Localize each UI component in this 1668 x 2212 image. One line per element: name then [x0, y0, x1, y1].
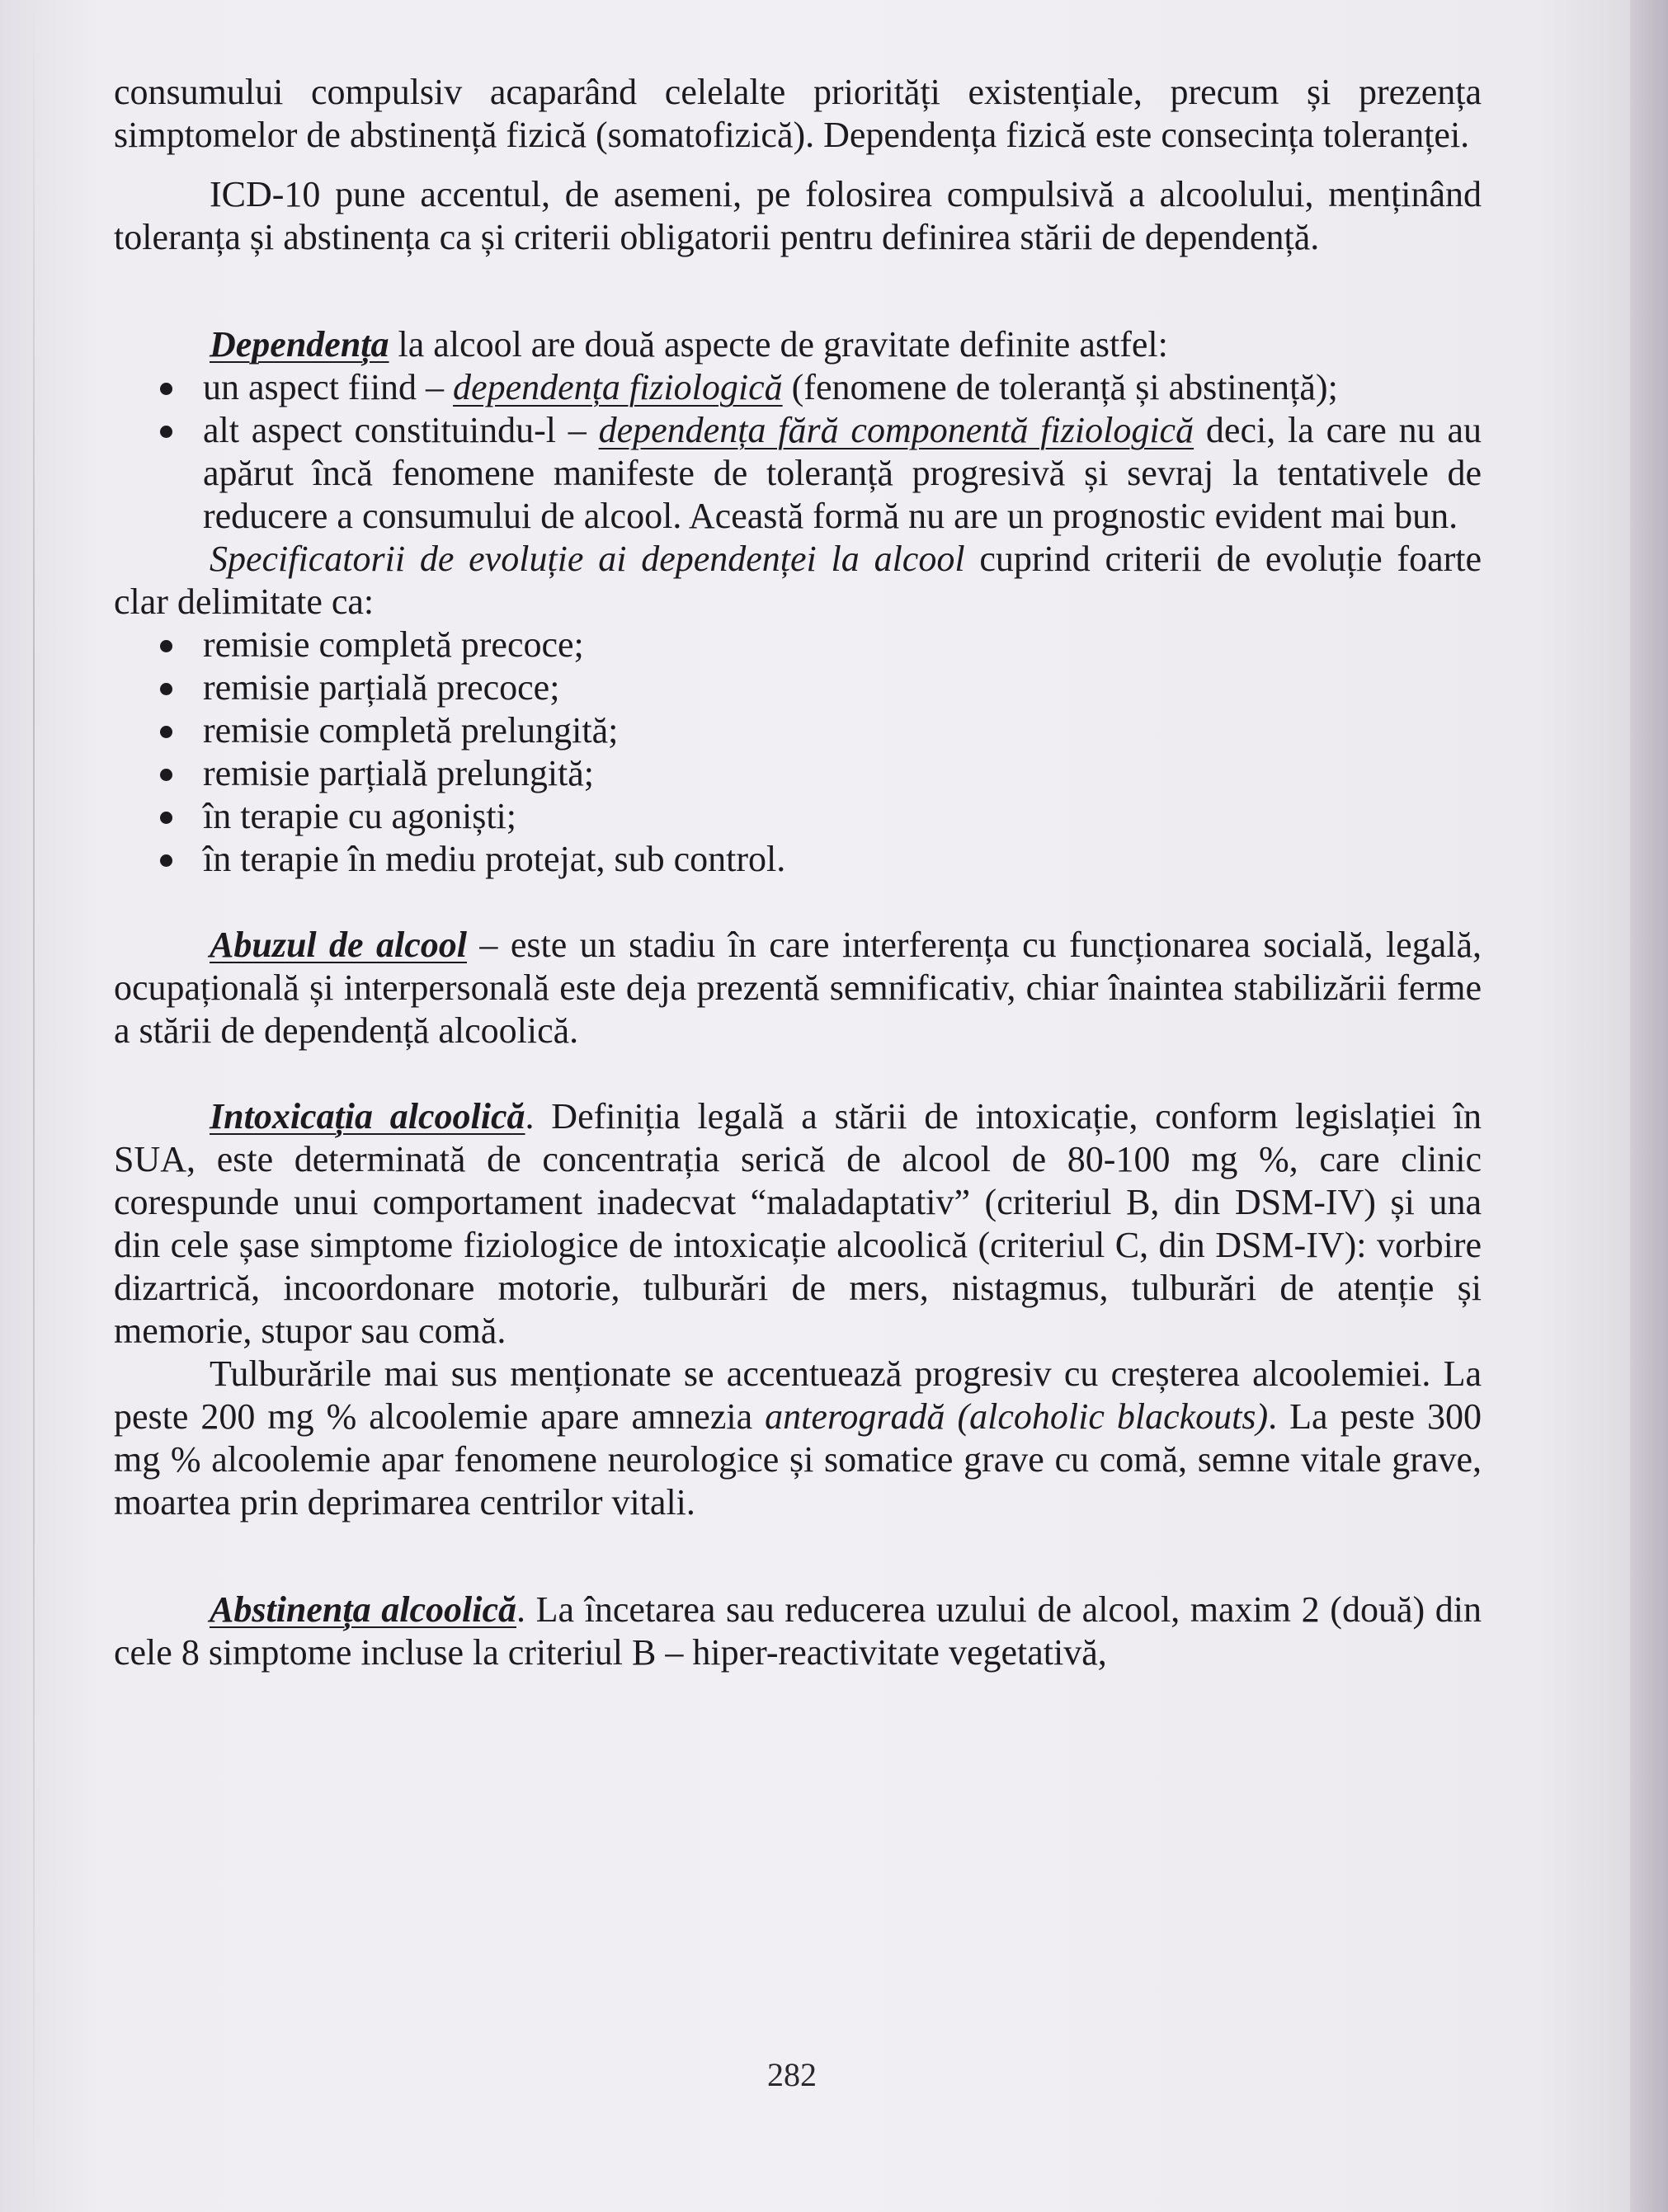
- list-item: în terapie cu agoniști;: [114, 795, 1482, 838]
- list-item: în terapie în mediu protejat, sub control.: [114, 838, 1482, 881]
- specifiers-list: [114, 624, 1482, 881]
- term-non-physiological-dependence: dependența fără componentă fiziologică: [598, 410, 1194, 450]
- list-item: alt aspect constituindu-l – dependența fără componentă fiziologică deci, la care nu au apărut încă fenomene manifeste de toleranță progresivă și sevraj la tentativele de reducere a consumului de alcool. Această formă nu are un prognostic evident mai bun.: [114, 409, 1482, 538]
- term-intoxication: Intoxicația alcoolică: [210, 1096, 525, 1137]
- dependence-aspects-list: [114, 366, 1482, 538]
- list-item: remisie completă precoce;: [114, 624, 1482, 666]
- list-item: remisie parțială prelungită;: [114, 752, 1482, 795]
- list-item: remisie parțială precoce;: [114, 666, 1482, 709]
- list-item: remisie completă prelungită;: [114, 709, 1482, 752]
- paragraph-withdrawal: Abstinența alcoolică. La încetarea sau reducerea uzului de alcool, maxim 2 (două) din cele 8 simptome incluse la criteriul B – hiper-reactivitate vegetativă,: [114, 1589, 1482, 1673]
- term-anterograde-amnesia: anterogradă (alcoholic blackouts): [765, 1396, 1269, 1437]
- paragraph-alcohol-abuse: Abuzul de alcool – este un stadiu în care interferența cu funcționarea socială, legală, ocupațională și interpersonală este deja prezentă semnificativ, chiar înaintea stabilizării ferme a stării de dependență alcoolică.: [114, 925, 1482, 1051]
- term-dependence: Dependența: [210, 324, 389, 365]
- paragraph-specifiers: Specificatorii de evoluție ai dependenței la alcool cuprind criterii de evoluție foarte clar delimitate ca:: [114, 539, 1482, 622]
- paragraph-compulsive-use: consumului compulsiv acaparând celelalte priorități existențiale, precum și prezența simptomelor de abstinență fizică (somatofizică). Dependența fizică este consecința toleranței.: [114, 72, 1482, 155]
- book-binding-edge: [1630, 0, 1668, 2212]
- term-specifiers: Specificatorii de evoluție ai dependenței la alcool: [210, 539, 965, 579]
- page-fold-line: [33, 0, 35, 2212]
- list-item: un aspect fiind – dependența fiziologică (fenomene de toleranță și abstinență);: [114, 366, 1482, 409]
- paragraph-dependence: [114, 323, 1482, 366]
- term-physiological-dependence: dependența fiziologică: [453, 367, 783, 407]
- term-alcohol-abuse: Abuzul de alcool: [210, 925, 467, 965]
- paragraph-icd10: ICD-10 pune accentul, de asemeni, pe folosirea compulsivă a alcoolului, menținând toleranța și abstinența ca și criterii obligatorii pentru definirea stării de dependență.: [114, 174, 1482, 257]
- term-withdrawal: Abstinența alcoolică: [210, 1589, 516, 1630]
- page-number: 282: [767, 2056, 817, 2093]
- paragraph-alcoholemia: Tulburările mai sus menționate se accentuează progresiv cu creșterea alcoolemiei. La peste 200 mg % alcoolemie apare amnezia anterogradă (alcoholic blackouts). La peste 300 mg % alcoolemie apar fenomene neurologice și somatice grave cu comă, semne vitale grave, moartea prin deprimarea centrilor vitali.: [114, 1353, 1482, 1523]
- paragraph-intoxication: Intoxicația alcoolică. Definiția legală a stării de intoxicație, conform legislației în SUA, este determinată de concentrația serică de alcool de 80-100 mg %, care clinic corespunde unui comportament inadecvat “maladaptativ” (criteriul B, din DSM-IV) și una din cele șase simptome fiziologice de intoxicație alcoolică (criteriul C, din DSM-IV): vorbire dizartrică, incoordonare motorie, tulburări de mers, nistagmus, tulburări de atenție și memorie, stupor sau comă.: [114, 1096, 1482, 1351]
- page-body: [114, 71, 1482, 1674]
- dependence-intro: la alcool are două aspecte de gravitate definite astfel:: [389, 324, 1168, 365]
